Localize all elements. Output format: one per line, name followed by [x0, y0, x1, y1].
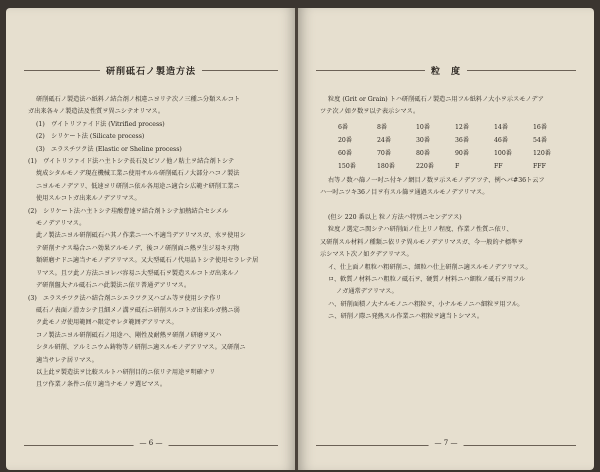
text-line: 且ツ作業ノ条件ニ依リ適当ナモノヲ選ビマス。 [36, 381, 167, 389]
grit-cell: 80番 [416, 149, 431, 157]
right-page-header [316, 64, 576, 78]
text-line: ロ、軟質ノ材料ニハ粗粒ノ砥石ヲ、硬質ノ材料ニハ細粒ノ砥石ヲ用フル [328, 276, 526, 284]
right-page-body [320, 94, 580, 324]
grit-cell: 46番 [494, 136, 509, 144]
page-number: — 7 — [429, 439, 464, 447]
text-line: ハ一吋ニツキ36ノ目ヲ有スル篩ヲ通過スルモノデアリマス。 [320, 189, 489, 197]
left-page-header [24, 64, 278, 78]
grit-cell: 6番 [338, 123, 349, 131]
text-line: (2) シリケート法ハ主トシテ珪酸曹達ヲ結合剤トシテ加熱結合セシメル [28, 207, 229, 215]
grit-cell: 14番 [494, 123, 509, 131]
text-line: ニ、研削ノ際ニ発熱スル作業ニハ粗粒ヲ適当トシマス。 [328, 313, 484, 321]
grit-cell: F [455, 162, 460, 170]
text-line: (3) エラスチツク法 (Elastic or Sheline process) [36, 145, 182, 153]
text-line: イ、仕上面ノ粗粒ハ粗研削ニ、細粒ハ仕上研削ニ適スルモノデアリマス。 [328, 263, 532, 271]
grit-cell: 150番 [338, 162, 356, 170]
grit-cell: 12番 [455, 123, 470, 131]
left-page [6, 8, 296, 470]
left-page-footer [24, 440, 278, 450]
grit-cell: 54番 [533, 136, 548, 144]
grit-cell: 120番 [533, 149, 551, 157]
grit-cell: 180番 [377, 162, 395, 170]
text-line: (2) シリケート法 (Silicate process) [36, 133, 145, 141]
grit-cell: 220番 [416, 162, 434, 170]
text-line: ク此モノガ使用範囲ハ限定サレタ範囲デアリマス。 [36, 319, 178, 327]
left-page-body [28, 94, 282, 392]
text-line: 粒度 (Grit or Grain) トハ研削砥石ノ製造ニ用フル紙料ノ大小ヲ示スモノデア [328, 96, 544, 103]
right-page-footer [316, 440, 576, 450]
right-page-title: 粒 度 [425, 64, 467, 77]
text-line: ツテ次ノ如ク数ヲ以テ表示シマス。 [320, 108, 420, 116]
grit-cell: 100番 [494, 149, 512, 157]
text-line: 此ノ製法ニヨル研削砥石ハ其ノ作業ニ一ヘ不適当デアリマスガ、水ヲ使用シ [36, 232, 246, 240]
text-line: コノ製法ニヨル研削砥石ノ用途ハ、剛性及耐熱ヲ研削ノ研磨ヲ又ハ [36, 331, 222, 339]
text-line: 砥石ノ表面ノ滑カシテ且細メノ溝ヲ砥石ニ研削スルコトガ出来ルガ熱ニ弱 [36, 306, 240, 314]
text-line: シタル研削、アルミニウム鋳物等ノ研削ニ適スルモノデアリマス。又研削ニ [36, 344, 246, 352]
left-page-title: 研削砥石ノ製造方法 [100, 64, 202, 77]
text-line: (1) ヴイトリファイド法ハ主トシテ長石及ビソノ他ノ粘土ヲ結合剤トシテ [28, 158, 235, 166]
text-line: 又研削スル材料ノ種類ニ依リテ異ルモノデアリマスガ、今一般的ナ標準ヲ [320, 238, 524, 246]
text-line: ノガ通常デアリマス。 [336, 288, 398, 296]
grit-size-table [338, 121, 568, 173]
grit-cell: 70番 [377, 149, 392, 157]
text-line: リマス。且ツ此ノ方法ニヨレバ容易ニ大型砥石ヲ製造スルコトガ出来ルノ [36, 269, 240, 277]
text-line: (1) ヴイトリファイド法 (Vitrified process) [36, 120, 165, 128]
page-number: — 6 — [134, 439, 169, 447]
text-line: 示シマスト次ノ如クデアリマス。 [320, 251, 413, 259]
grit-cell: FFF [533, 162, 546, 170]
text-line: (3) エラスチツク法ハ結合剤ニシエラツク又ハゴム等ヲ使用シテ作リ [28, 294, 222, 302]
text-line: ハ、研削面積ノ大ナルモノニハ粗粒ヲ、小ナルモノニハ細粒ヲ用フル。 [328, 300, 524, 308]
text-line: 類研磨ナドニ適当ナモノデアリマス。又大型砥石ノ代用品トシテ使用セラレテ居 [36, 257, 259, 265]
grit-cell: FF [494, 162, 503, 170]
text-line: 粒度ノ選定ニ関シテハ研削面ノ仕上リノ程度、作業ノ性質ニ依リ、 [328, 226, 513, 234]
text-line: テ研削ナナス場合ニハ効果アルモノデ、後コノ研削面ニ熱ヲ生ジ易キ刃物 [36, 244, 240, 252]
text-line: モノデアリマス。 [36, 220, 86, 228]
grit-cell: 24番 [377, 136, 392, 144]
grit-cell: 90番 [455, 149, 470, 157]
text-line: 右等ノ数ハ篩ノ一吋ニ付キノ網目ノ数ヲ示スモノデアツテ、例ヘバ#36ト云フ [328, 176, 545, 184]
text-line: 以上此ヲ製造法ヲ比較スルトハ研削目的ニ依リテ用途ヲ明確ナリ [36, 368, 216, 376]
grit-cell: 30番 [416, 136, 431, 144]
grit-cell: 10番 [416, 123, 431, 131]
grit-cell: 8番 [377, 123, 388, 131]
grit-cell: 36番 [455, 136, 470, 144]
grit-cell: 20番 [338, 136, 353, 144]
text-line: (但シ 220 番以上 粒ノ方法ハ特別ニセンデアス) [328, 214, 462, 222]
grit-cell: 16番 [533, 123, 548, 131]
text-line: 使用スルコトガ出来ルノデアリマス。 [36, 195, 141, 203]
text-line: 焼成シタルモノデ現在機械工業ニ使用サルル研削砥石ノ大部分ハコノ製法 [36, 170, 240, 178]
text-line: ニヨルモノデアリ、低速ヨリ研削ニ依ル各用途ニ適合シ広範ナ研削工業ニ [36, 182, 240, 190]
text-line: デ研削盤大ナル砥石ニハ此製法ニ依リ普通デアリマス。 [36, 282, 191, 290]
text-line: 適当サレテ居リマス。 [36, 356, 98, 364]
text-line [320, 200, 580, 212]
grit-cell: 60番 [338, 149, 353, 157]
text-line: ガ出来各々ノ製造法及性質ヲ異ニシテオリマス。 [28, 108, 165, 116]
right-page [298, 8, 594, 470]
text-line: 研削砥石ノ製造法ハ紙料ノ結合剤ノ相違ニヨリテ次ノ三種ニ分類スルコト [36, 96, 241, 103]
